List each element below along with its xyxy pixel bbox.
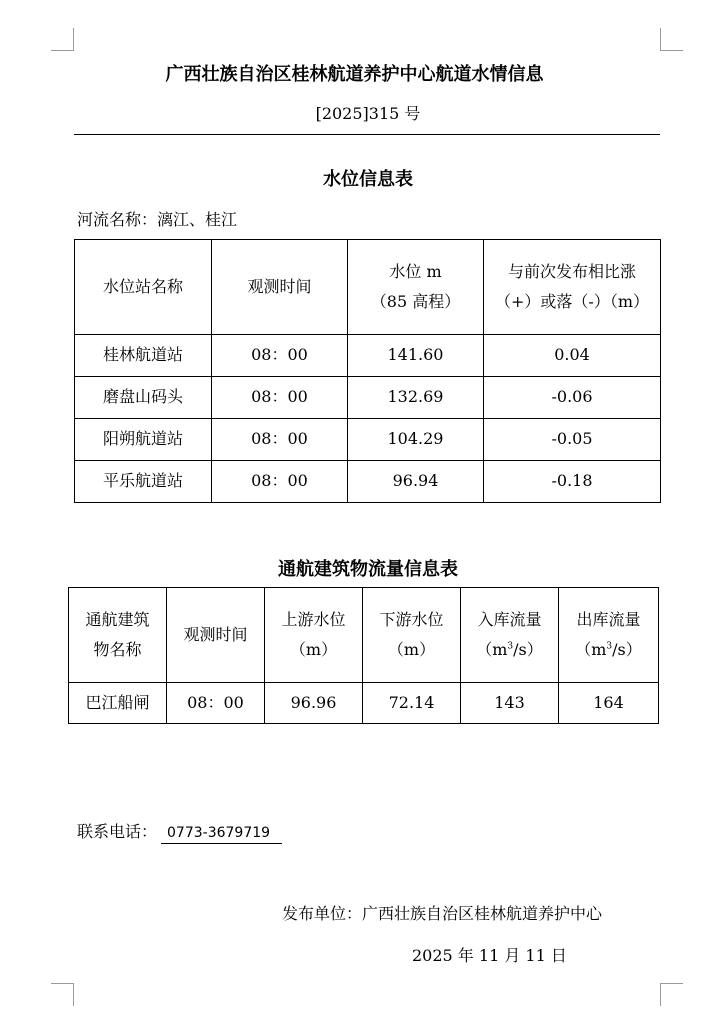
col-inflow [461, 588, 559, 683]
col-station-name: 水位站名称 [75, 240, 212, 335]
col-structure-name-line2: 物名称 [93, 640, 142, 659]
col-downstream-level-line1: 下游水位 [379, 609, 444, 629]
col-change-line2: （+）或落（-）（m） [495, 292, 649, 311]
col-observation-time: 观测时间 [212, 240, 348, 335]
publisher: 发布单位：广西壮族自治区桂林航道养护中心 [282, 904, 603, 923]
col-observation-time: 观测时间 [167, 588, 265, 683]
downstream-level-value: 72.14 [363, 683, 461, 724]
contact-phone [77, 819, 282, 844]
col-outflow [559, 588, 659, 683]
crop-mark-top-right [660, 28, 683, 51]
observation-time: 08：00 [212, 419, 348, 461]
col-upstream-level-line1: 上游水位 [281, 609, 346, 629]
observation-time: 08：00 [167, 683, 265, 724]
crop-mark-bottom-left [51, 983, 74, 1006]
crop-mark-bottom-right [660, 983, 683, 1006]
station-name: 磨盘山码头 [75, 377, 212, 419]
col-structure-name-line1: 通航建筑 [85, 609, 150, 629]
water-level-value: 141.60 [348, 335, 484, 377]
col-downstream-level-unit: （m） [387, 640, 436, 659]
document-title: 广西壮族自治区桂林航道养护中心航道水情信息 [165, 64, 544, 85]
col-upstream-level [265, 588, 363, 683]
change-value: -0.18 [484, 461, 661, 503]
table-header-row [69, 588, 659, 683]
col-structure-name [69, 588, 167, 683]
col-water-level-line1: 水位 m [389, 261, 442, 281]
observation-time: 08：00 [212, 377, 348, 419]
flow-table [68, 587, 659, 724]
observation-time: 08：00 [212, 461, 348, 503]
structure-name: 巴江船闸 [69, 683, 167, 724]
station-name: 阳朔航道站 [75, 419, 212, 461]
table-row [69, 683, 659, 724]
water-level-table-title: 水位信息表 [323, 169, 413, 190]
col-upstream-level-unit: （m） [289, 640, 338, 659]
table-row [75, 335, 661, 377]
col-water-level-line2: （85 高程） [370, 292, 461, 311]
col-outflow-unit: $(m^3/s)$ [575, 640, 642, 659]
water-level-value: 96.94 [348, 461, 484, 503]
station-name: 桂林航道站 [75, 335, 212, 377]
upstream-level-value: 96.96 [265, 683, 363, 724]
crop-mark-top-left [51, 28, 74, 51]
inflow-value: 143 [461, 683, 559, 724]
flow-table-title: 通航建筑物流量信息表 [278, 559, 458, 580]
change-value: 0.04 [484, 335, 661, 377]
table-header-row [75, 240, 661, 335]
table-row [75, 419, 661, 461]
col-outflow-line1: 出库流量 [576, 609, 641, 629]
station-name: 平乐航道站 [75, 461, 212, 503]
publish-date: 2025 年 11 月 11 日 [412, 946, 567, 965]
river-name: 河流名称：漓江、桂江 [77, 210, 238, 229]
col-change-line1: 与前次发布相比涨 [507, 261, 636, 281]
col-inflow-line1: 入库流量 [477, 609, 542, 629]
phone-number: 0773-3679719 [161, 824, 282, 844]
phone-label: 联系电话： [77, 822, 158, 841]
change-value: -0.05 [484, 419, 661, 461]
header-divider [74, 134, 660, 135]
change-value: -0.06 [484, 377, 661, 419]
water-level-table [74, 239, 661, 503]
outflow-value: 164 [559, 683, 659, 724]
observation-time: 08：00 [212, 335, 348, 377]
col-inflow-unit: $(m^3/s)$ [476, 640, 543, 659]
col-change [484, 240, 661, 335]
issue-number: [2025]315 号 [315, 104, 421, 123]
water-level-value: 104.29 [348, 419, 484, 461]
water-level-value: 132.69 [348, 377, 484, 419]
table-row [75, 461, 661, 503]
col-water-level [348, 240, 484, 335]
table-row [75, 377, 661, 419]
col-downstream-level [363, 588, 461, 683]
